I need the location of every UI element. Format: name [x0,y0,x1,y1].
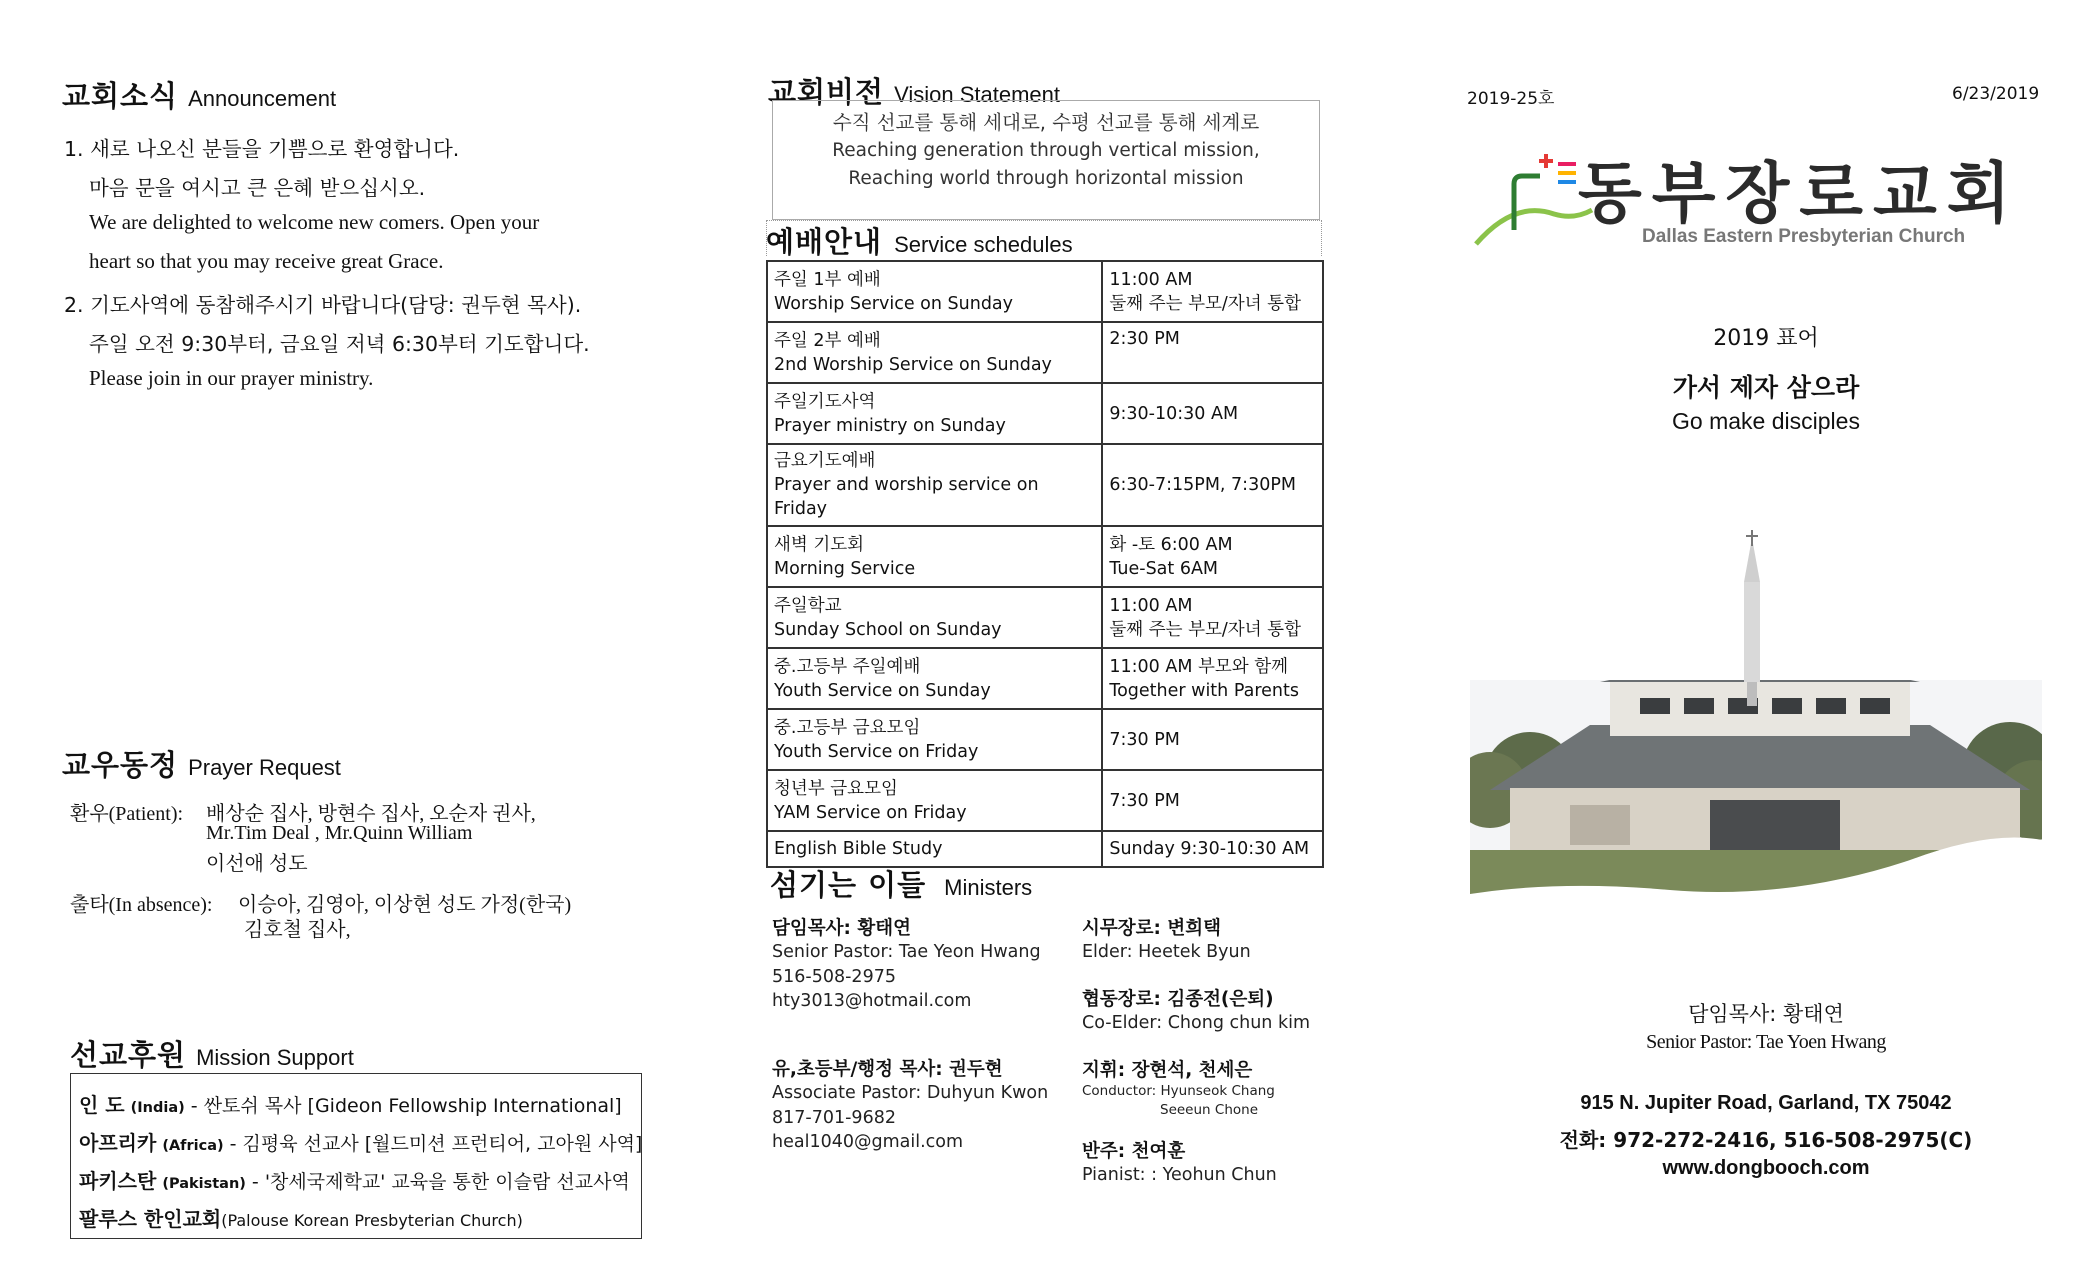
table-row [767,648,1323,709]
absence-label: 출타(In absence): [70,894,213,916]
service-heading [766,220,1073,261]
mission-item: 인 도 (India) - 싼토쉬 목사 [Gideon Fellowship International] [79,1093,622,1117]
table-row [767,444,1323,526]
service-time-cell: 9:30-10:30 AM [1102,383,1323,444]
service-schedule-table [766,260,1324,868]
announcement-line: We are delighted to welcome new comers. Open your [89,210,540,234]
service-time-cell: Sunday 9:30-10:30 AM [1102,831,1323,867]
church-name-en: Dallas Eastern Presbyterian Church [1642,226,1966,247]
vision-title-ko: 교회비전 [768,75,885,109]
announcement-heading [62,74,336,115]
announcement-line: 마음 문을 여시고 큰 은혜 받으십시오. [89,176,426,200]
vision-line: 수직 선교를 통해 세대로, 수평 선교를 통해 세계로 [832,111,1260,134]
absence-line: 김호철 집사, [244,919,351,941]
service-time-cell: 11:00 AM 부모와 함께 Together with Parents [1102,648,1323,709]
conductor-block: 지휘: 장현석, 천세은 Conductor: Hyunseok Chang Seeeun Chone [1082,1060,1275,1118]
vision-title-en: Vision Statement [894,82,1060,107]
table-row [767,587,1323,648]
table-row [767,770,1323,831]
vision-box [772,100,1320,220]
service-title-en: Service schedules [894,232,1073,257]
ministers-heading [770,863,1032,904]
issue-number: 2019-25호 [1467,89,1555,109]
patient-line: 이선애 성도 [206,853,308,875]
table-row [767,709,1323,770]
patient-line: Mr.Tim Deal , Mr.Quinn William [206,822,473,844]
motto-ko: 가서 제자 삼으라 [1672,373,1860,402]
service-name-cell: 새벽 기도회 Morning Service [767,526,1102,587]
announcement-line: Please join in our prayer ministry. [89,366,374,390]
service-name-cell: 금요기도예배 Prayer and worship service on Friday [767,444,1102,526]
service-time-cell: 11:00 AM 둘째 주는 부모/자녀 통합 [1102,261,1323,322]
announcement-line: 2. 기도사역에 동참해주시기 바랍니다(담당: 권두현 목사). [64,293,582,317]
service-title-ko: 예배안내 [766,225,883,259]
prayer-title-en: Prayer Request [188,755,341,780]
prayer-title-ko: 교우동정 [62,748,179,782]
mission-title-en: Mission Support [196,1045,354,1070]
ministers-title-en: Ministers [944,875,1033,900]
church-phone: 전화: 972-272-2416, 516-508-2975(C) [1559,1128,1973,1152]
absence-line: 이승아, 김영아, 이상현 성도 가정(한국) [238,894,572,916]
service-name-cell: 중.고등부 주일예배 Youth Service on Sunday [767,648,1102,709]
bulletin-date: 6/23/2019 [1952,84,2040,104]
service-name-cell: 주일기도사역 Prayer ministry on Sunday [767,383,1102,444]
table-row [767,261,1323,322]
announcement-title-ko: 교회소식 [62,79,179,113]
service-time-cell: 화 -토 6:00 AM Tue-Sat 6AM [1102,526,1323,587]
mission-item: 파키스탄 (Pakistan) - '창세국제학교' 교육을 통한 이슬람 선교사역 [79,1169,630,1193]
ministers-title-ko: 섬기는 이들 [770,868,927,902]
service-name-cell: 주일학교 Sunday School on Sunday [767,587,1102,648]
vision-line: Reaching generation through vertical mission, [832,140,1260,161]
motto-en: Go make disciples [1672,408,1860,434]
service-time-cell: 2:30 PM [1102,322,1323,383]
service-name-cell: 주일 1부 예배 Worship Service on Sunday [767,261,1102,322]
associate-pastor-block: 유,초등부/행정 목사: 권두현 Associate Pastor: Duhyun Kwon 817-701-9682 heal1040@gmail.com [772,1059,1049,1152]
service-time-cell: 7:30 PM [1102,709,1323,770]
logo-mark-icon [1474,140,1594,250]
mission-box [70,1073,642,1239]
senior-pastor-block: 담임목사: 황태연 Senior Pastor: Tae Yeon Hwang 516-508-2975 hty3013@hotmail.com [772,918,1041,1011]
prayer-heading [62,743,341,784]
service-name-cell: 중.고등부 금요모임 Youth Service on Friday [767,709,1102,770]
table-row [767,526,1323,587]
vision-line: Reaching world through horizontal mission [848,168,1244,189]
table-row [767,322,1323,383]
service-name-cell: 주일 2부 예배 2nd Worship Service on Sunday [767,322,1102,383]
table-row [767,831,1323,867]
mission-item: 아프리카 (Africa) - 김평육 선교사 [월드미션 프런티어, 고아원 사역] [79,1131,643,1155]
church-name-ko: 동부장로교회 [1578,155,2021,232]
service-time-cell: 6:30-7:15PM, 7:30PM [1102,444,1323,526]
service-time-cell: 7:30 PM [1102,770,1323,831]
announcement-line: 주일 오전 9:30부터, 금요일 저녁 6:30부터 기도합니다. [89,332,590,356]
service-name-cell: English Bible Study [767,831,1102,867]
elder-block: 시무장로: 변희택 Elder: Heetek Byun [1082,918,1251,962]
table-row [767,383,1323,444]
cover-pastor-ko: 담임목사: 황태연 [1688,1002,1844,1026]
patient-label: 환우(Patient): [70,803,184,825]
pianist-block: 반주: 천여훈 Pianist: : Yeohun Chun [1082,1141,1277,1185]
announcement-line: 1. 새로 나오신 분들을 기쁨으로 환영합니다. [64,137,460,161]
service-time-cell: 11:00 AM 둘째 주는 부모/자녀 통합 [1102,587,1323,648]
motto-label: 2019 표어 [1713,326,1819,351]
mission-title-ko: 선교후원 [70,1038,187,1072]
service-name-cell: 청년부 금요모임 YAM Service on Friday [767,770,1102,831]
church-website-link[interactable]: www.dongbooch.com [1662,1157,1870,1179]
church-logo [1474,140,2021,250]
mission-item: 팔루스 한인교회(Palouse Korean Presbyterian Church) [79,1207,523,1231]
church-building-image [1470,530,2042,914]
announcement-line: heart so that you may receive great Grace. [89,249,444,273]
coelder-block: 협동장로: 김종전(은퇴) Co-Elder: Chong chun kim [1082,989,1310,1033]
church-address: 915 N. Jupiter Road, Garland, TX 75042 [1580,1092,1952,1114]
cover-pastor-en: Senior Pastor: Tae Yoen Hwang [1646,1031,1886,1053]
mission-heading [70,1033,354,1074]
patient-line: 배상순 집사, 방현수 집사, 오순자 권사, [206,803,536,825]
announcement-title-en: Announcement [188,86,337,111]
